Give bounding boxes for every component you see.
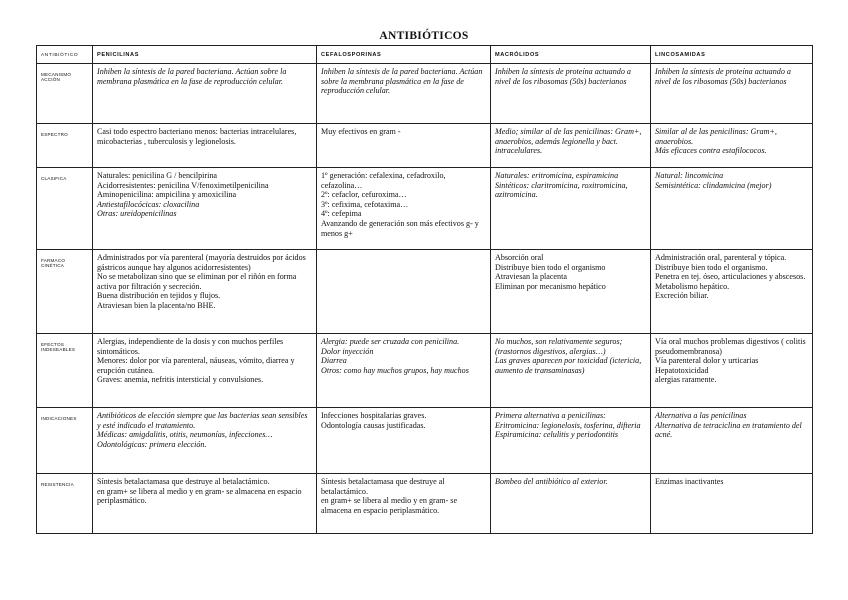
cell-text-line: Muy efectivos en gram - — [321, 127, 401, 136]
cell-text-line: Inhiben la síntesis de proteína actuando a nivel de los ribosomas (50s) bacterianos — [495, 67, 631, 86]
cell-indicaciones-cefalosporinas — [317, 408, 491, 474]
cell-mecanismo-accion-cefalosporinas — [317, 64, 491, 124]
cell-text-line: Infecciones hospitalarias graves. — [321, 411, 427, 420]
cell-farmacocinetica-penicilinas — [93, 250, 317, 334]
cell-text-line: Eritromicina: legionelosis, tosferina, difteria — [495, 420, 641, 430]
cell-text-line: Primera alternativa a penicilinas: — [495, 411, 606, 420]
cell-clasifica-macrolidos — [491, 168, 651, 250]
cell-text-line: alergias raramente. — [655, 375, 717, 385]
antibiotics-table — [36, 45, 813, 534]
cell-text-line: Menores: dolor por vía parenteral, náuseas, vómito, diarrea y erupción cutánea. — [97, 356, 295, 375]
cell-farmacocinetica-cefalosporinas — [317, 250, 491, 334]
cell-indicaciones-lincosamidas — [651, 408, 813, 474]
cell-text-line: No muchos, son relativamente seguros; (trastornos digestivos, alergias…) — [495, 337, 623, 356]
table-row-efectos-indeseables — [37, 334, 813, 408]
table-body — [37, 64, 813, 534]
cell-text-line: en gram+ se libera al medio y en gram- se almacena en espacio periplasmático. — [97, 486, 302, 506]
row-label-line: EFECTOS — [41, 342, 65, 347]
cell-text-line: Avanzando de generación son más efectivos g- y menos g+ — [321, 218, 479, 238]
document-title: ANTIBIÓTICOS — [379, 30, 469, 42]
cell-text-line: Síntesis betalactamasa que destruye al betalactámico. — [321, 477, 445, 496]
table-row-farmacocinetica — [37, 250, 813, 334]
row-label-line: ESPECTRO — [41, 132, 68, 137]
cell-resistencia-penicilinas — [93, 474, 317, 534]
cell-text-line: 1º generación: cefalexina, cefadroxilo, cefazolina… — [321, 171, 446, 190]
table-row-indicaciones — [37, 408, 813, 474]
cell-text-line: Alternativa a las penicilinas — [655, 411, 747, 420]
header-lincosamidas: LINCOSAMIDAS — [651, 46, 813, 64]
header-macrolidos: MACRÓLIDOS — [491, 46, 651, 64]
cell-resistencia-lincosamidas — [651, 474, 813, 534]
cell-text-line: Naturales: penicilina G / bencilpirina — [97, 171, 218, 180]
table-row-espectro — [37, 124, 813, 168]
cell-text-line: No se metabolizan sino que se eliminan por el riñón en forma activa por filtración y secreción. — [97, 272, 297, 291]
row-label-line: INDESEABLES — [41, 347, 76, 353]
cell-text-line: en gram+ se libera al medio y en gram- se almacena en espacio periplasmático. — [321, 496, 458, 515]
header-antibiotico: ANTIBIÓTICO — [37, 46, 93, 64]
row-label-farmacocinetica — [37, 250, 93, 334]
cell-text-line: Natural: lincomicina — [655, 171, 724, 180]
cell-text-line: Aminopenicilina: ampicilina y amoxicilina — [97, 190, 237, 200]
cell-text-line: Atraviesan bien la placenta/no BHE. — [97, 300, 216, 310]
header-cefalosporinas: CEFALOSPORINAS — [317, 46, 491, 64]
cell-text-line: Alergia: puede ser cruzada con penicilina. — [321, 337, 460, 346]
cell-farmacocinetica-lincosamidas — [651, 250, 813, 334]
row-label-line: MECANISMO — [41, 72, 72, 77]
cell-clasifica-penicilinas — [93, 168, 317, 250]
cell-text-line: Diarrea — [321, 356, 347, 366]
cell-text-line: Odontología causas justificadas. — [321, 420, 426, 430]
cell-text-line: Buena distribución en tejidos y flujos. — [97, 291, 221, 301]
cell-text-line: Hepatotoxicidad — [655, 365, 709, 375]
table-row-mecanismo-accion — [37, 64, 813, 124]
cell-text-line: Médicas: amigdalitis, otitis, neumonías, infecciones… — [97, 430, 273, 440]
row-label-line: INDICACIONES — [41, 416, 77, 421]
cell-espectro-macrolidos — [491, 124, 651, 168]
row-label-espectro — [37, 124, 93, 168]
cell-text-line: Antibióticos de elección siempre que las bacterias sean sensibles y esté indicado el tratamiento. — [97, 411, 308, 430]
cell-text-line: Inhiben la síntesis de la pared bacteriana. Actúan sobre la membrana plasmática en la fase de reproducción celular. — [321, 67, 483, 96]
cell-espectro-penicilinas — [93, 124, 317, 168]
cell-text-line: Semisintética: clindamicina (mejor) — [655, 180, 772, 190]
row-label-line: RESISTENCIA — [41, 482, 74, 487]
cell-text-line: Graves: anemia, nefritis intersticial y convulsiones. — [97, 375, 264, 385]
cell-text-line: Administración oral, parenteral y tópica. — [655, 253, 787, 262]
cell-indicaciones-macrolidos — [491, 408, 651, 474]
cell-text-line: Sintéticos: claritromicina, roxitromicina, azitromicina. — [495, 180, 628, 200]
cell-text-line: Dolor inyección — [321, 346, 374, 356]
cell-text-line: Síntesis betalactamasa que destruye al betalactámico. — [97, 477, 270, 486]
cell-text-line: Medio; similar al de las penicilinas: Gram+, anaerobios, además legionella y bact. intracelulares. — [495, 127, 642, 156]
cell-text-line: Espiramicina: celulitis y periodontitis — [495, 430, 618, 440]
table-row-resistencia — [37, 474, 813, 534]
cell-text-line: Otros: como hay muchos grupos, hay muchos — [321, 365, 469, 375]
cell-text-line: Penetra en tej. óseo, articulaciones y abscesos. — [655, 272, 806, 282]
row-label-clasifica — [37, 168, 93, 250]
cell-text-line: Administrados por vía parenteral (mayoría destruidos por ácidos gástricos aunque hay algunos acidorresistentes) — [97, 253, 306, 272]
cell-efectos-indeseables-penicilinas — [93, 334, 317, 408]
table-row-clasifica — [37, 168, 813, 250]
cell-text-line: Similar al de las penicilinas: Gram+, anaerobios. — [655, 127, 777, 146]
row-label-efectos-indeseables — [37, 334, 93, 408]
cell-text-line: Odontológicas: primera elección. — [97, 439, 207, 449]
cell-efectos-indeseables-lincosamidas — [651, 334, 813, 408]
cell-mecanismo-accion-penicilinas — [93, 64, 317, 124]
cell-text-line: Absorción oral — [495, 253, 544, 262]
header-row — [37, 46, 813, 64]
row-label-resistencia — [37, 474, 93, 534]
cell-text-line: Excreción biliar. — [655, 291, 709, 301]
cell-text-line: Inhiben la síntesis de la pared bacteriana. Actúan sobre la membrana plasmática en la fase de reproducción celular. — [97, 67, 287, 86]
cell-text-line: 4º: cefepima — [321, 209, 362, 219]
cell-text-line: Distribuye bien todo el organismo — [495, 262, 606, 272]
cell-resistencia-cefalosporinas — [317, 474, 491, 534]
cell-text-line: Acidorresistentes: penicilina V/fenoximetilpenicilina — [97, 180, 269, 190]
cell-text-line: Antiestafilocócicas: cloxacilina — [97, 199, 200, 209]
cell-text-line: Atraviesan la placenta — [495, 272, 567, 282]
cell-clasifica-cefalosporinas — [317, 168, 491, 250]
cell-text-line: Alternativa de tetraciclina en tratamiento del acné. — [655, 420, 802, 440]
cell-text-line: Bombeo del antibiótico al exterior. — [495, 477, 608, 486]
cell-mecanismo-accion-lincosamidas — [651, 64, 813, 124]
cell-text-line: 2º: cefaclor, cefuroxima… — [321, 190, 407, 200]
cell-espectro-cefalosporinas — [317, 124, 491, 168]
row-label-line: CINÉTICA — [41, 263, 65, 269]
cell-text-line: Inhiben la síntesis de proteína actuando a nivel de los ribosomas (50s) bacterianos — [655, 67, 791, 86]
cell-text-line: Alergias, independiente de la dosis y con muchos perfiles sintomáticos. — [97, 337, 284, 356]
cell-text-line: Eliminan por mecanismo hepático — [495, 281, 606, 291]
cell-indicaciones-penicilinas — [93, 408, 317, 474]
cell-efectos-indeseables-macrolidos — [491, 334, 651, 408]
row-label-line: FARMACO — [41, 258, 66, 263]
cell-text-line: Enzimas inactivantes — [655, 477, 724, 486]
cell-text-line: Otras: ureidopenicilinas — [97, 209, 177, 219]
cell-text-line: Naturales: eritromicina, espiramicina — [495, 171, 619, 180]
cell-text-line: Las graves aparecen por toxicidad (ictericia, aumento de transaminasas) — [495, 356, 642, 375]
cell-text-line: Vía parenteral dolor y urticarias — [655, 356, 759, 366]
row-label-indicaciones — [37, 408, 93, 474]
row-label-line: CLASIFICA — [41, 176, 67, 181]
cell-resistencia-macrolidos — [491, 474, 651, 534]
cell-text-line: Vía oral muchos problemas digestivos ( colitis pseudomembranosa) — [655, 337, 806, 356]
cell-efectos-indeseables-cefalosporinas — [317, 334, 491, 408]
cell-text-line: 3º: cefixima, cefotaxima… — [321, 199, 409, 209]
header-penicilinas: PENICILINAS — [93, 46, 317, 64]
cell-farmacocinetica-macrolidos — [491, 250, 651, 334]
cell-mecanismo-accion-macrolidos — [491, 64, 651, 124]
cell-text-line: Más eficaces contra estafilococos. — [655, 146, 767, 156]
cell-text-line: Metabolismo hepático. — [655, 281, 730, 291]
cell-text-line: Casi todo espectro bacteriano menos: bacterias intracelulares, micobacterias , tuberculosis y legionelosis. — [97, 127, 297, 146]
cell-clasifica-lincosamidas — [651, 168, 813, 250]
cell-text-line: Distribuye bien todo el organismo. — [655, 262, 768, 272]
row-label-mecanismo-accion — [37, 64, 93, 124]
row-label-line: ACCIÓN — [41, 77, 61, 83]
cell-espectro-lincosamidas — [651, 124, 813, 168]
